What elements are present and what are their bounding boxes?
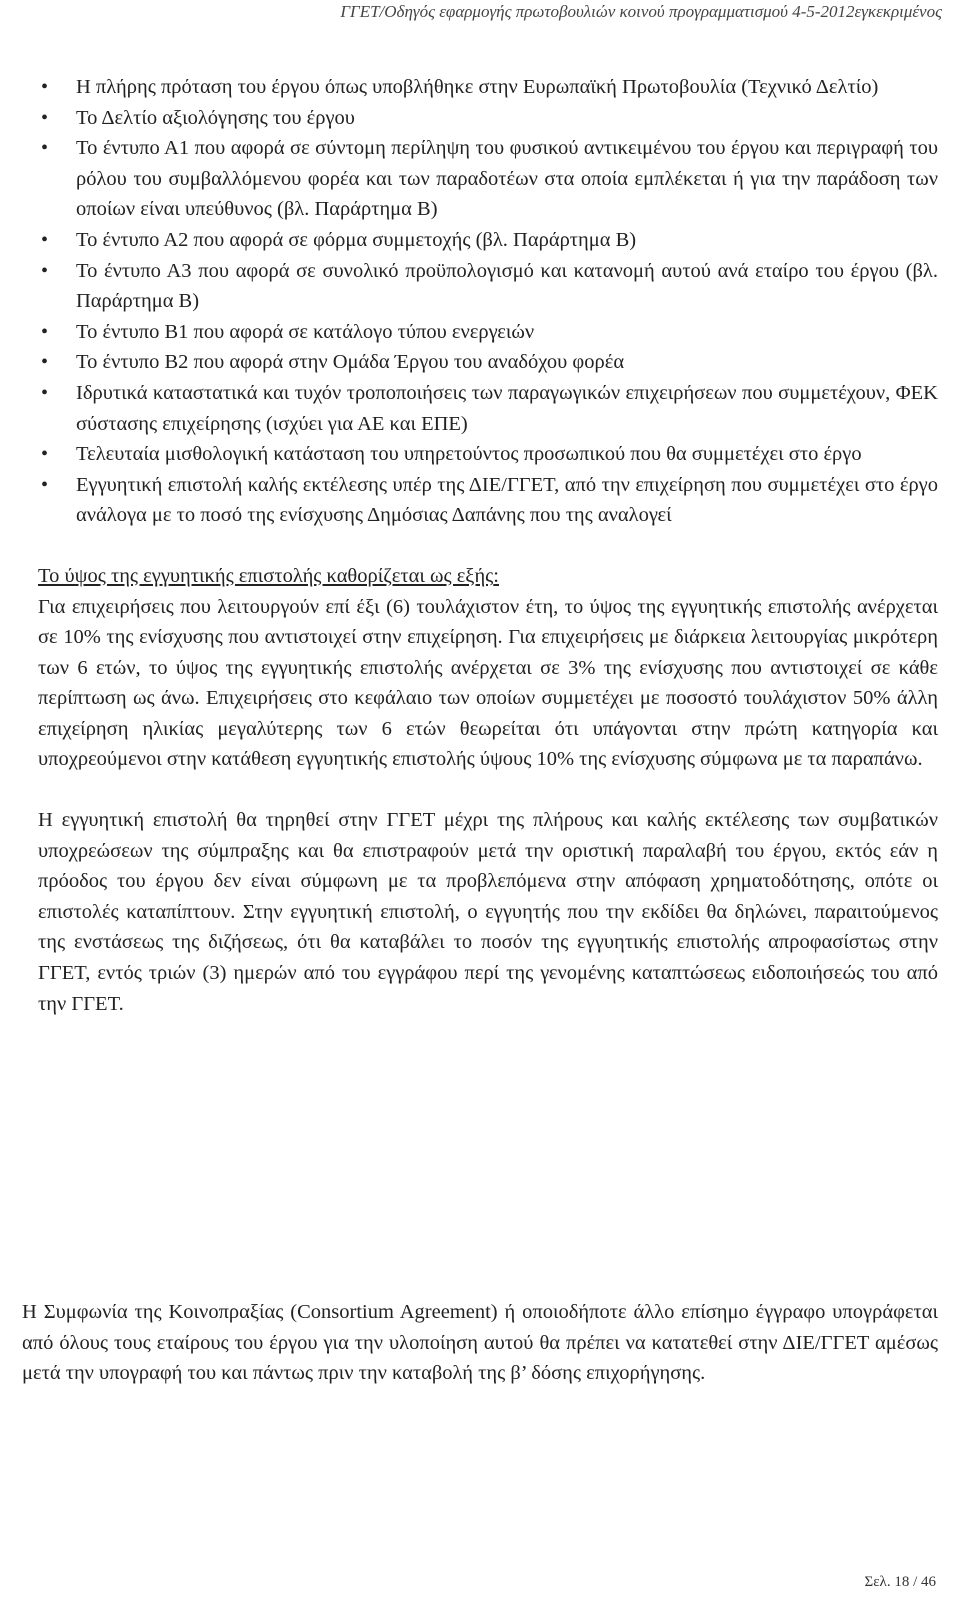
guarantee-return-paragraph: Η εγγυητική επιστολή θα τηρηθεί στην ΓΓΕΤ μέχρι της πλήρους και καλής εκτέλεσης των συμβατικών υποχρεώσεων της σύμπραξης και θα επιστραφούν μετά την οριστική παραλαβή του έργου, εκτός εάν η πρόοδος του έργου δεν είναι σύμφωνη με τα προβλεπόμενα στην απόφαση χρηματοδότησης, οπότε οι επιστολές καταπίπτουν. Στην εγγυητική επιστολή, ο εγγυητής που την εκδίδει θα δηλώνει, παραιτούμενος της ενστάσεως της διζήσεως, ότι θα καταβάλει το ποσόν της εγγυητικής επιστολής απροφασίστως στην ΓΓΕΤ, εντός τριών (3) ημερών από του εγγράφου περί της γενομένης καταπτώσεως ειδοποιήσεώς του από την ΓΓΕΤ. [38,809,938,1015]
document-body [38,72,938,1019]
list-item: • Το έντυπο Α3 που αφορά σε συνολικό προϋπολογισμό και κατανομή αυτού ανά εταίρο του έργου (βλ. Παράρτημα Β) [38,256,938,317]
list-item: • Η πλήρης πρόταση του έργου όπως υποβλήθηκε στην Ευρωπαϊκή Πρωτοβουλία (Τεχνικό Δελτίο) [38,72,938,103]
consortium-agreement-paragraph: Η Συμφωνία της Κοινοπραξίας (Consortium Agreement) ή οποιοδήποτε άλλο επίσημο έγγραφο υπογράφεται από όλους τους εταίρους του έργου για την υλοποίηση αυτού θα πρέπει να κατατεθεί στην ΔΙΕ/ΓΓΕΤ αμέσως μετά την υπογραφή του και πάντως πριν την καταβολή της β’ δόσης επιχορήγησης. [22,1301,938,1385]
list-item: • Το έντυπο Β1 που αφορά σε κατάλογο τύπου ενεργειών [38,317,938,348]
required-documents-list [38,72,938,531]
list-item: • Το Δελτίο αξιολόγησης του έργου [38,103,938,134]
list-item: • Εγγυητική επιστολή καλής εκτέλεσης υπέρ της ΔΙΕ/ΓΓΕΤ, από την επιχείρηση που συμμετέχει στο έργο ανάλογα με το ποσό της ενίσχυσης Δημόσιας Δαπάνης που της αναλογεί [38,470,938,531]
list-item: • Ιδρυτικά καταστατικά και τυχόν τροποποιήσεις των παραγωγικών επιχειρήσεων που συμμετέχουν, ΦΕΚ σύστασης επιχείρησης (ισχύει για ΑΕ και ΕΠΕ) [38,378,938,439]
page-number: Σελ. 18 / 46 [864,1574,936,1590]
guarantee-amount-paragraph: Για επιχειρήσεις που λειτουργούν επί έξι (6) τουλάχιστον έτη, το ύψος της εγγυητικής επιστολής ανέρχεται σε 10% της ενίσχυσης που αντιστοιχεί στην επιχείρηση. Για επιχειρήσεις με διάρκεια λειτουργίας μικρότερη των 6 ετών, το ύψος της εγγυητικής επιστολής ανέρχεται σε 3% της ενίσχυσης που αντιστοιχεί σε κάθε περίπτωση ως άνω. Επιχειρήσεις στο κεφάλαιο των οποίων συμμετέχει με ποσοστό τουλάχιστον 50% άλλη επιχείρηση ηλικίας μεγαλύτερης των 6 ετών θεωρείται ότι υπάγονται στην πρώτη κατηγορία και υποχρεούμενοι στην κατάθεση εγγυητικής επιστολής ύψους 10% της ενίσχυσης σύμφωνα με τα παραπάνω. [38,595,938,771]
list-item: • Το έντυπο Β2 που αφορά στην Ομάδα Έργου του αναδόχου φορέα [38,347,938,378]
guarantee-heading-colon: : [493,564,499,587]
list-item: • Το έντυπο Α1 που αφορά σε σύντομη περίληψη του φυσικού αντικειμένου του έργου και περιγραφή του ρόλου του συμβαλλόμενου φορέα και των παραδοτέων στα οποία εμπλέκεται ή για την παράδοση των οποίων είναι υπεύθυνος (βλ. Παράρτημα Β) [38,133,938,225]
guarantee-heading [38,561,938,592]
list-item: • Τελευταία μισθολογική κατάσταση του υπηρετούντος προσωπικού που θα συμμετέχει στο έργο [38,439,938,470]
list-item: • Το έντυπο Α2 που αφορά σε φόρμα συμμετοχής (βλ. Παράρτημα Β) [38,225,938,256]
guarantee-heading-text: Το ύψος της εγγυητικής επιστολής καθορίζεται ως εξής [38,564,494,587]
running-header: ΓΓΕΤ/Οδηγός εφαρμογής πρωτοβουλιών κοινού προγραμματισμού 4-5-2012εγκεκριμένος [340,2,942,21]
